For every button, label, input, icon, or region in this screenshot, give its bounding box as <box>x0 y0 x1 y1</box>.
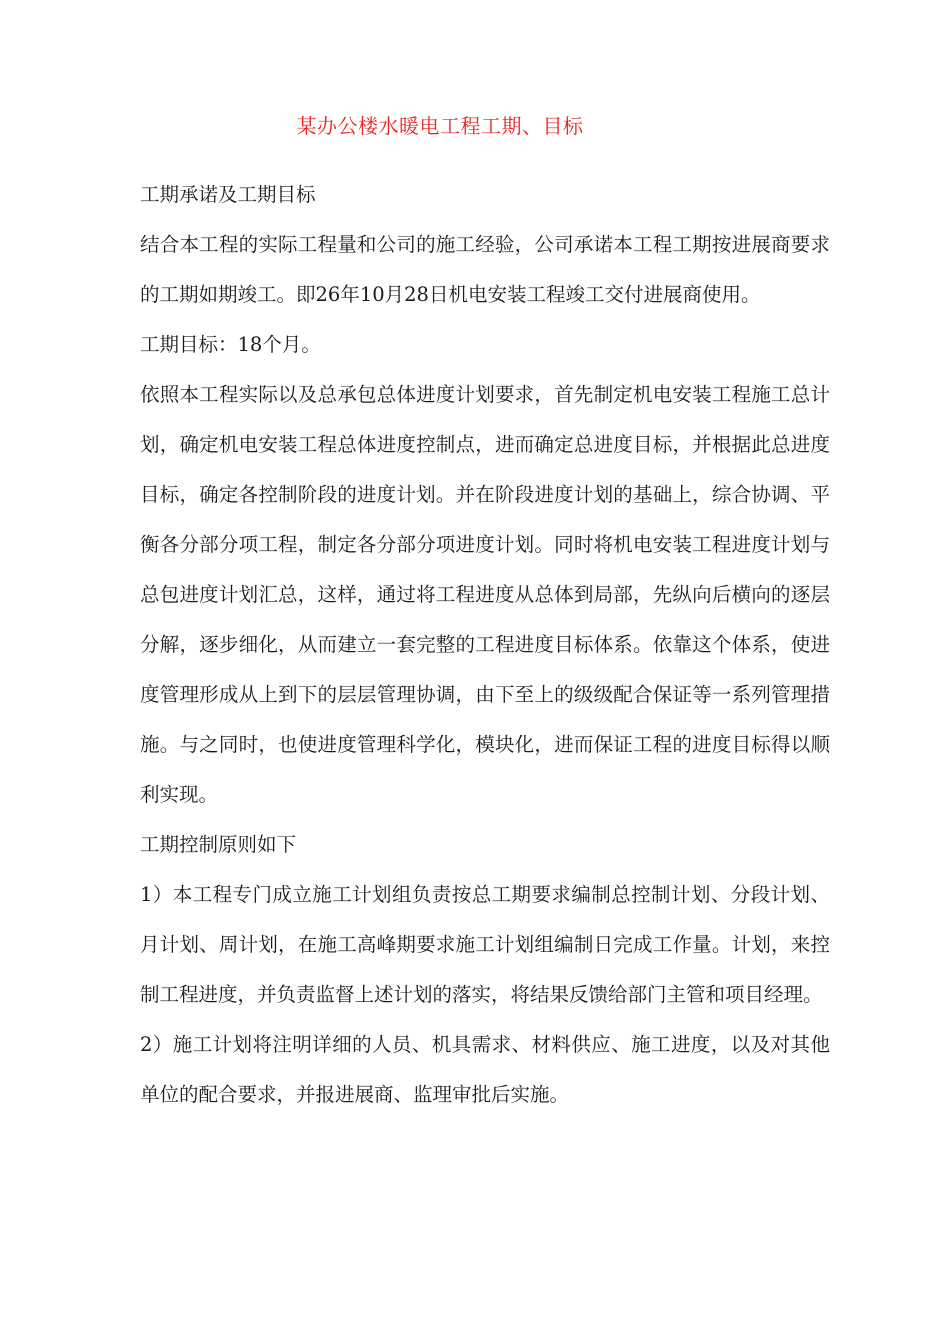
section-heading-control-principles: 工期控制原则如下 <box>140 833 297 856</box>
document-title: 某办公楼水暖电工程工期、目标 <box>296 114 584 138</box>
document-body <box>140 170 830 1120</box>
paragraph-commitment: 结合本工程的实际工程量和公司的施工经验，公司承诺本工程工期按进展商要求的工期如期竣工。即26年10月28日机电安装工程竣工交付进展商使用。 <box>140 233 830 306</box>
section-heading-schedule-commitment: 工期承诺及工期目标 <box>140 183 316 206</box>
paragraph-schedule-target: 工期目标：18个月。 <box>140 333 321 356</box>
paragraph-planning-system: 依照本工程实际以及总承包总体进度计划要求，首先制定机电安装工程施工总计划，确定机电安装工程总体进度控制点，进而确定总进度目标，并根据此总进度目标，确定各控制阶段的进度计划。并在阶段进度计划的基础上，综合协调、平衡各分部分项工程，制定各分部分项进度计划。同时将机电安装工程进度计划与总包进度计划汇总，这样，通过将工程进度从总体到局部，先纵向后横向的逐层分解，逐步细化，从而建立一套完整的工程进度目标体系。依靠这个体系，使进度管理形成从上到下的层层管理协调，由下至上的级级配合保证等一系列管理措施。与之同时，也使进度管理科学化，模块化，进而保证工程的进度目标得以顺利实现。 <box>140 383 830 806</box>
paragraph-principle-2: 2）施工计划将注明详细的人员、机具需求、材料供应、施工进度，以及对其他单位的配合要求，并报进展商、监理审批后实施。 <box>140 1033 830 1106</box>
paragraph-principle-1: 1）本工程专门成立施工计划组负责按总工期要求编制总控制计划、分段计划、月计划、周计划，在施工高峰期要求施工计划组编制日完成工作量。计划，来控制工程进度，并负责监督上述计划的落实，将结果反馈给部门主管和项目经理。 <box>140 883 830 1006</box>
